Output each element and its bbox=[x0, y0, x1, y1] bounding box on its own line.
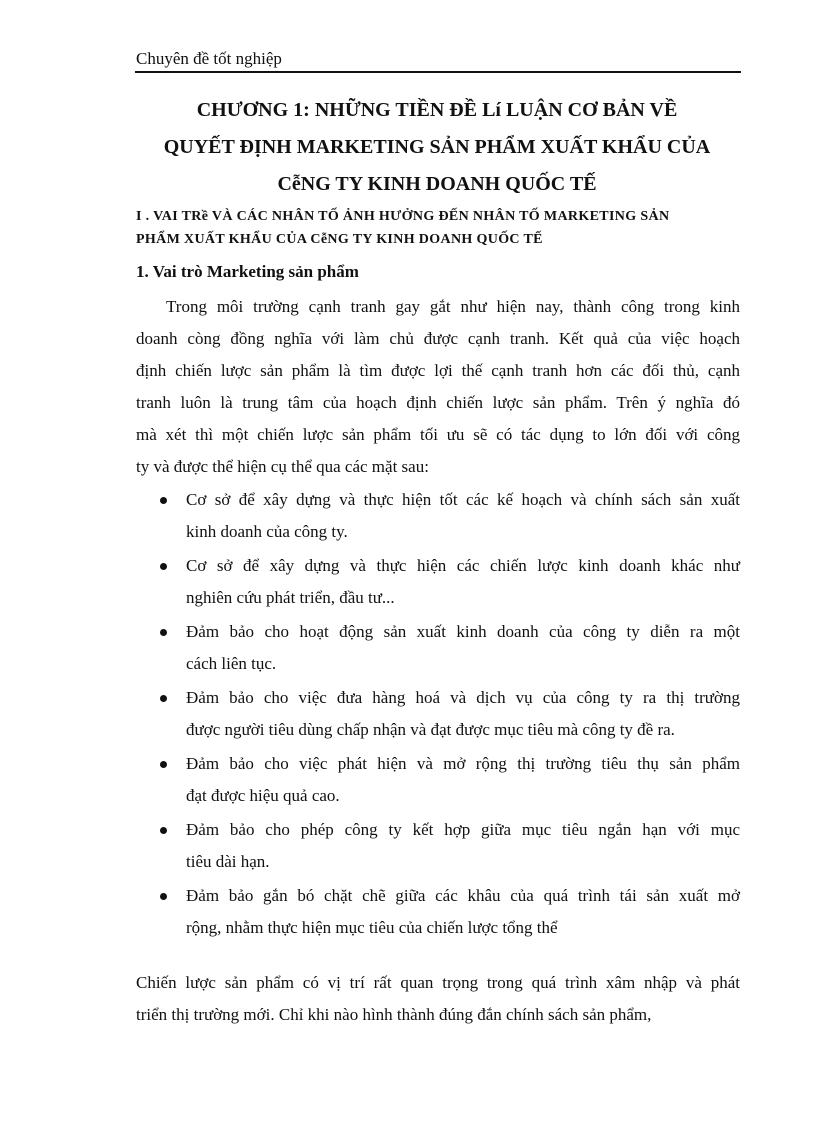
sub-heading: 1. Vai trò Marketing sản phẩm bbox=[136, 262, 359, 281]
bullet-line: cách liên tục. bbox=[186, 654, 277, 673]
chapter-title bbox=[130, 92, 744, 203]
chapter-title-line: CHƯƠNG 1: NHỮNG TIỀN ĐỀ Lí LUẬN CƠ BẢN VỀ bbox=[196, 99, 678, 121]
bullet-item bbox=[136, 484, 740, 548]
paragraph-line: Trong môi trường cạnh tranh gay gắt như hiện nay, thành công trong kinh bbox=[166, 297, 740, 316]
chapter-title-line: CễNG TY KINH DOANH QUỐC TẾ bbox=[277, 173, 597, 195]
bullet-icon bbox=[160, 563, 167, 570]
closing-paragraph bbox=[136, 967, 740, 1031]
bullet-item bbox=[136, 814, 740, 878]
bullet-item bbox=[136, 550, 740, 614]
bullet-item bbox=[136, 682, 740, 746]
paragraph-line: ty và được thể hiện cụ thể qua các mặt sau: bbox=[136, 457, 429, 476]
bullet-icon bbox=[160, 497, 167, 504]
intro-paragraph bbox=[136, 291, 740, 483]
bullet-item bbox=[136, 616, 740, 680]
bullet-line: kinh doanh của công ty. bbox=[186, 522, 348, 541]
bullet-icon bbox=[160, 629, 167, 636]
bullet-icon bbox=[160, 893, 167, 900]
chapter-title-line: QUYẾT ĐỊNH MARKETING SẢN PHẨM XUẤT KHẨU CỦA bbox=[163, 136, 711, 158]
paragraph-line: doanh còng đồng nghĩa với làm chủ được cạnh tranh. Kết quả của việc hoạch bbox=[136, 329, 740, 348]
bullet-list bbox=[136, 484, 740, 946]
paragraph-line: triển thị trường mới. Chỉ khi nào hình thành đúng đắn chính sách sản phẩm, bbox=[136, 1005, 652, 1024]
paragraph-line: định chiến lược sản phẩm là tìm được lợi thế cạnh tranh hơn các đối thủ, cạnh bbox=[136, 361, 740, 380]
bullet-line: nghiên cứu phát triển, đầu tư... bbox=[186, 588, 395, 607]
bullet-line: Đảm bảo cho hoạt động sản xuất kinh doanh của công ty diễn ra một bbox=[186, 622, 740, 641]
paragraph-line: mà xét thì một chiến lược sản phẩm tối ưu sẽ có tác dụng to lớn đối với công bbox=[136, 425, 740, 444]
bullet-icon bbox=[160, 827, 167, 834]
bullet-line: đạt được hiệu quả cao. bbox=[186, 786, 340, 805]
bullet-line: Đảm bảo cho việc phát hiện và mở rộng thị trường tiêu thụ sản phẩm bbox=[186, 754, 740, 773]
bullet-line: được người tiêu dùng chấp nhận và đạt được mục tiêu mà công ty đề ra. bbox=[186, 720, 675, 739]
section-heading-line: PHẨM XUẤT KHẨU CỦA CễNG TY KINH DOANH QUỐC TẾ bbox=[136, 232, 543, 247]
section-heading bbox=[136, 205, 742, 251]
section-heading-line: I . VAI TRề VÀ CÁC NHÂN TỐ ẢNH HƯỞNG ĐẾN NHÂN TỐ MARKETING SẢN bbox=[136, 209, 670, 224]
paragraph-line: Chiến lược sản phẩm có vị trí rất quan trọng trong quá trình xâm nhập và phát bbox=[136, 973, 740, 992]
bullet-item bbox=[136, 880, 740, 944]
header-rule bbox=[135, 71, 741, 73]
paragraph-line: tranh luôn là trung tâm của hoạch định chiến lược sản phẩm. Trên ý nghĩa đó bbox=[136, 393, 740, 412]
bullet-line: Đảm bảo cho phép công ty kết hợp giữa mục tiêu ngắn hạn với mục bbox=[186, 820, 740, 839]
bullet-line: tiêu dài hạn. bbox=[186, 852, 270, 871]
bullet-line: Cơ sở để xây dựng và thực hiện các chiến lược kinh doanh khác như bbox=[186, 556, 740, 575]
page-header: Chuyên đề tốt nghiệp bbox=[136, 49, 282, 68]
bullet-line: rộng, nhằm thực hiện mục tiêu của chiến lược tổng thể bbox=[186, 918, 558, 937]
bullet-line: Cơ sở để xây dựng và thực hiện tốt các kế hoạch và chính sách sản xuất bbox=[186, 490, 740, 509]
bullet-line: Đảm bảo gắn bó chặt chẽ giữa các khâu của quá trình tái sản xuất mở bbox=[186, 886, 740, 905]
bullet-icon bbox=[160, 695, 167, 702]
bullet-line: Đảm bảo cho việc đưa hàng hoá và dịch vụ của công ty ra thị trường bbox=[186, 688, 740, 707]
bullet-icon bbox=[160, 761, 167, 768]
bullet-item bbox=[136, 748, 740, 812]
